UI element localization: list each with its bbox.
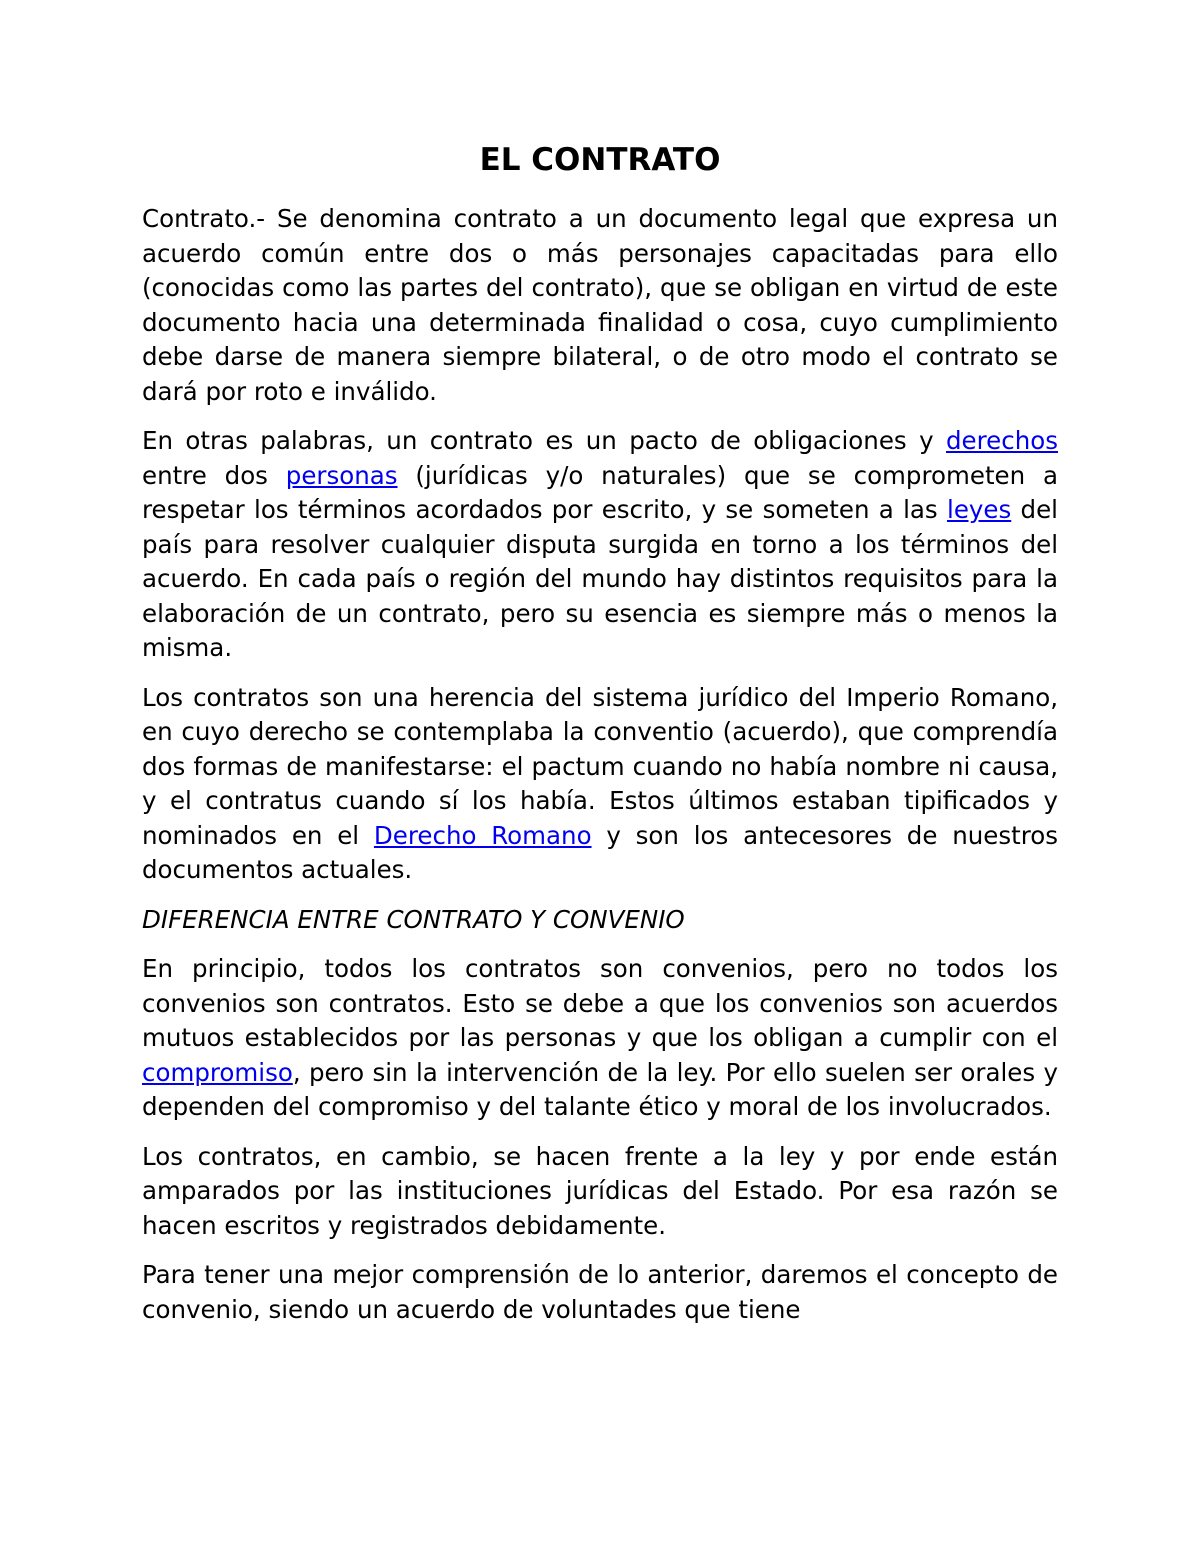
section-heading-diferencia: DIFERENCIA ENTRE CONTRATO Y CONVENIO: [142, 904, 685, 934]
document-title: EL CONTRATO: [479, 142, 721, 178]
paragraph-text: En principio, todos los contratos son convenios, pero no todos los convenios son contratos. Esto se debe a que los convenios son acuerdos mutuos establecidos por las personas y que los obligan a cumplir con el: [142, 954, 1058, 1052]
paragraph-roman-heritage: [142, 681, 1058, 888]
paragraph-contratos-ley: Los contratos, en cambio, se hacen frente a la ley y por ende están amparados por las instituciones jurídicas del Estado. Por esa razón se hacen escritos y registrados debidamente.: [142, 1141, 1058, 1240]
link-leyes[interactable]: leyes: [947, 495, 1012, 524]
link-compromiso[interactable]: compromiso: [142, 1057, 293, 1087]
paragraph-other-words: [142, 424, 1058, 666]
paragraph-concepto-convenio: Para tener una mejor comprensión de lo anterior, daremos el concepto de convenio, siendo un acuerdo de voluntades que tiene: [142, 1260, 1058, 1324]
document-page: [142, 140, 1058, 1342]
paragraph-definition: Contrato.- Se denomina contrato a un documento legal que expresa un acuerdo común entre dos o más personajes capacitadas para ello (conocidas como las partes del contrato), que se obligan en virtud de este documento hacia una determinada finalidad o cosa, cuyo cumplimiento debe darse de manera siempre bilateral, o de otro modo el contrato se dará por roto e inválido.: [142, 204, 1058, 406]
link-personas[interactable]: personas: [285, 460, 398, 490]
link-derecho-romano[interactable]: Derecho Romano: [373, 820, 592, 850]
paragraph-text: Los contratos son una herencia del sistema jurídico del Imperio Romano, en cuyo derecho se contemplaba la conventio (acuerdo), que comprendía dos formas de manifestarse: el pactum cuando no había nombre ni causa, y el contratus cuando sí los había. Estos últimos estaban tipificados y nominados en el: [142, 682, 1058, 850]
paragraph-text: entre dos: [142, 460, 286, 490]
paragraph-text: (jurídicas y/o naturales) que se comprometen a respetar los términos acordados por escrito, y se someten a las: [142, 460, 1058, 524]
paragraph-convenios: [142, 952, 1058, 1125]
paragraph-text: , pero sin la intervención de la ley. Por ello suelen ser orales y dependen del compromiso y del talante ético y moral de los involucrados.: [142, 1057, 1058, 1121]
link-derechos[interactable]: derechos: [946, 426, 1058, 455]
paragraph-text: y son los antecesores de nuestros documentos actuales.: [142, 820, 1058, 884]
paragraph-text: del país para resolver cualquier disputa surgida en torno a los términos del acuerdo. En cada país o región del mundo hay distintos requisitos para la elaboración de un contrato, pero su esencia es siempre más o menos la misma.: [142, 495, 1058, 662]
paragraph-text: En otras palabras, un contrato es un pacto de obligaciones y: [142, 426, 946, 455]
